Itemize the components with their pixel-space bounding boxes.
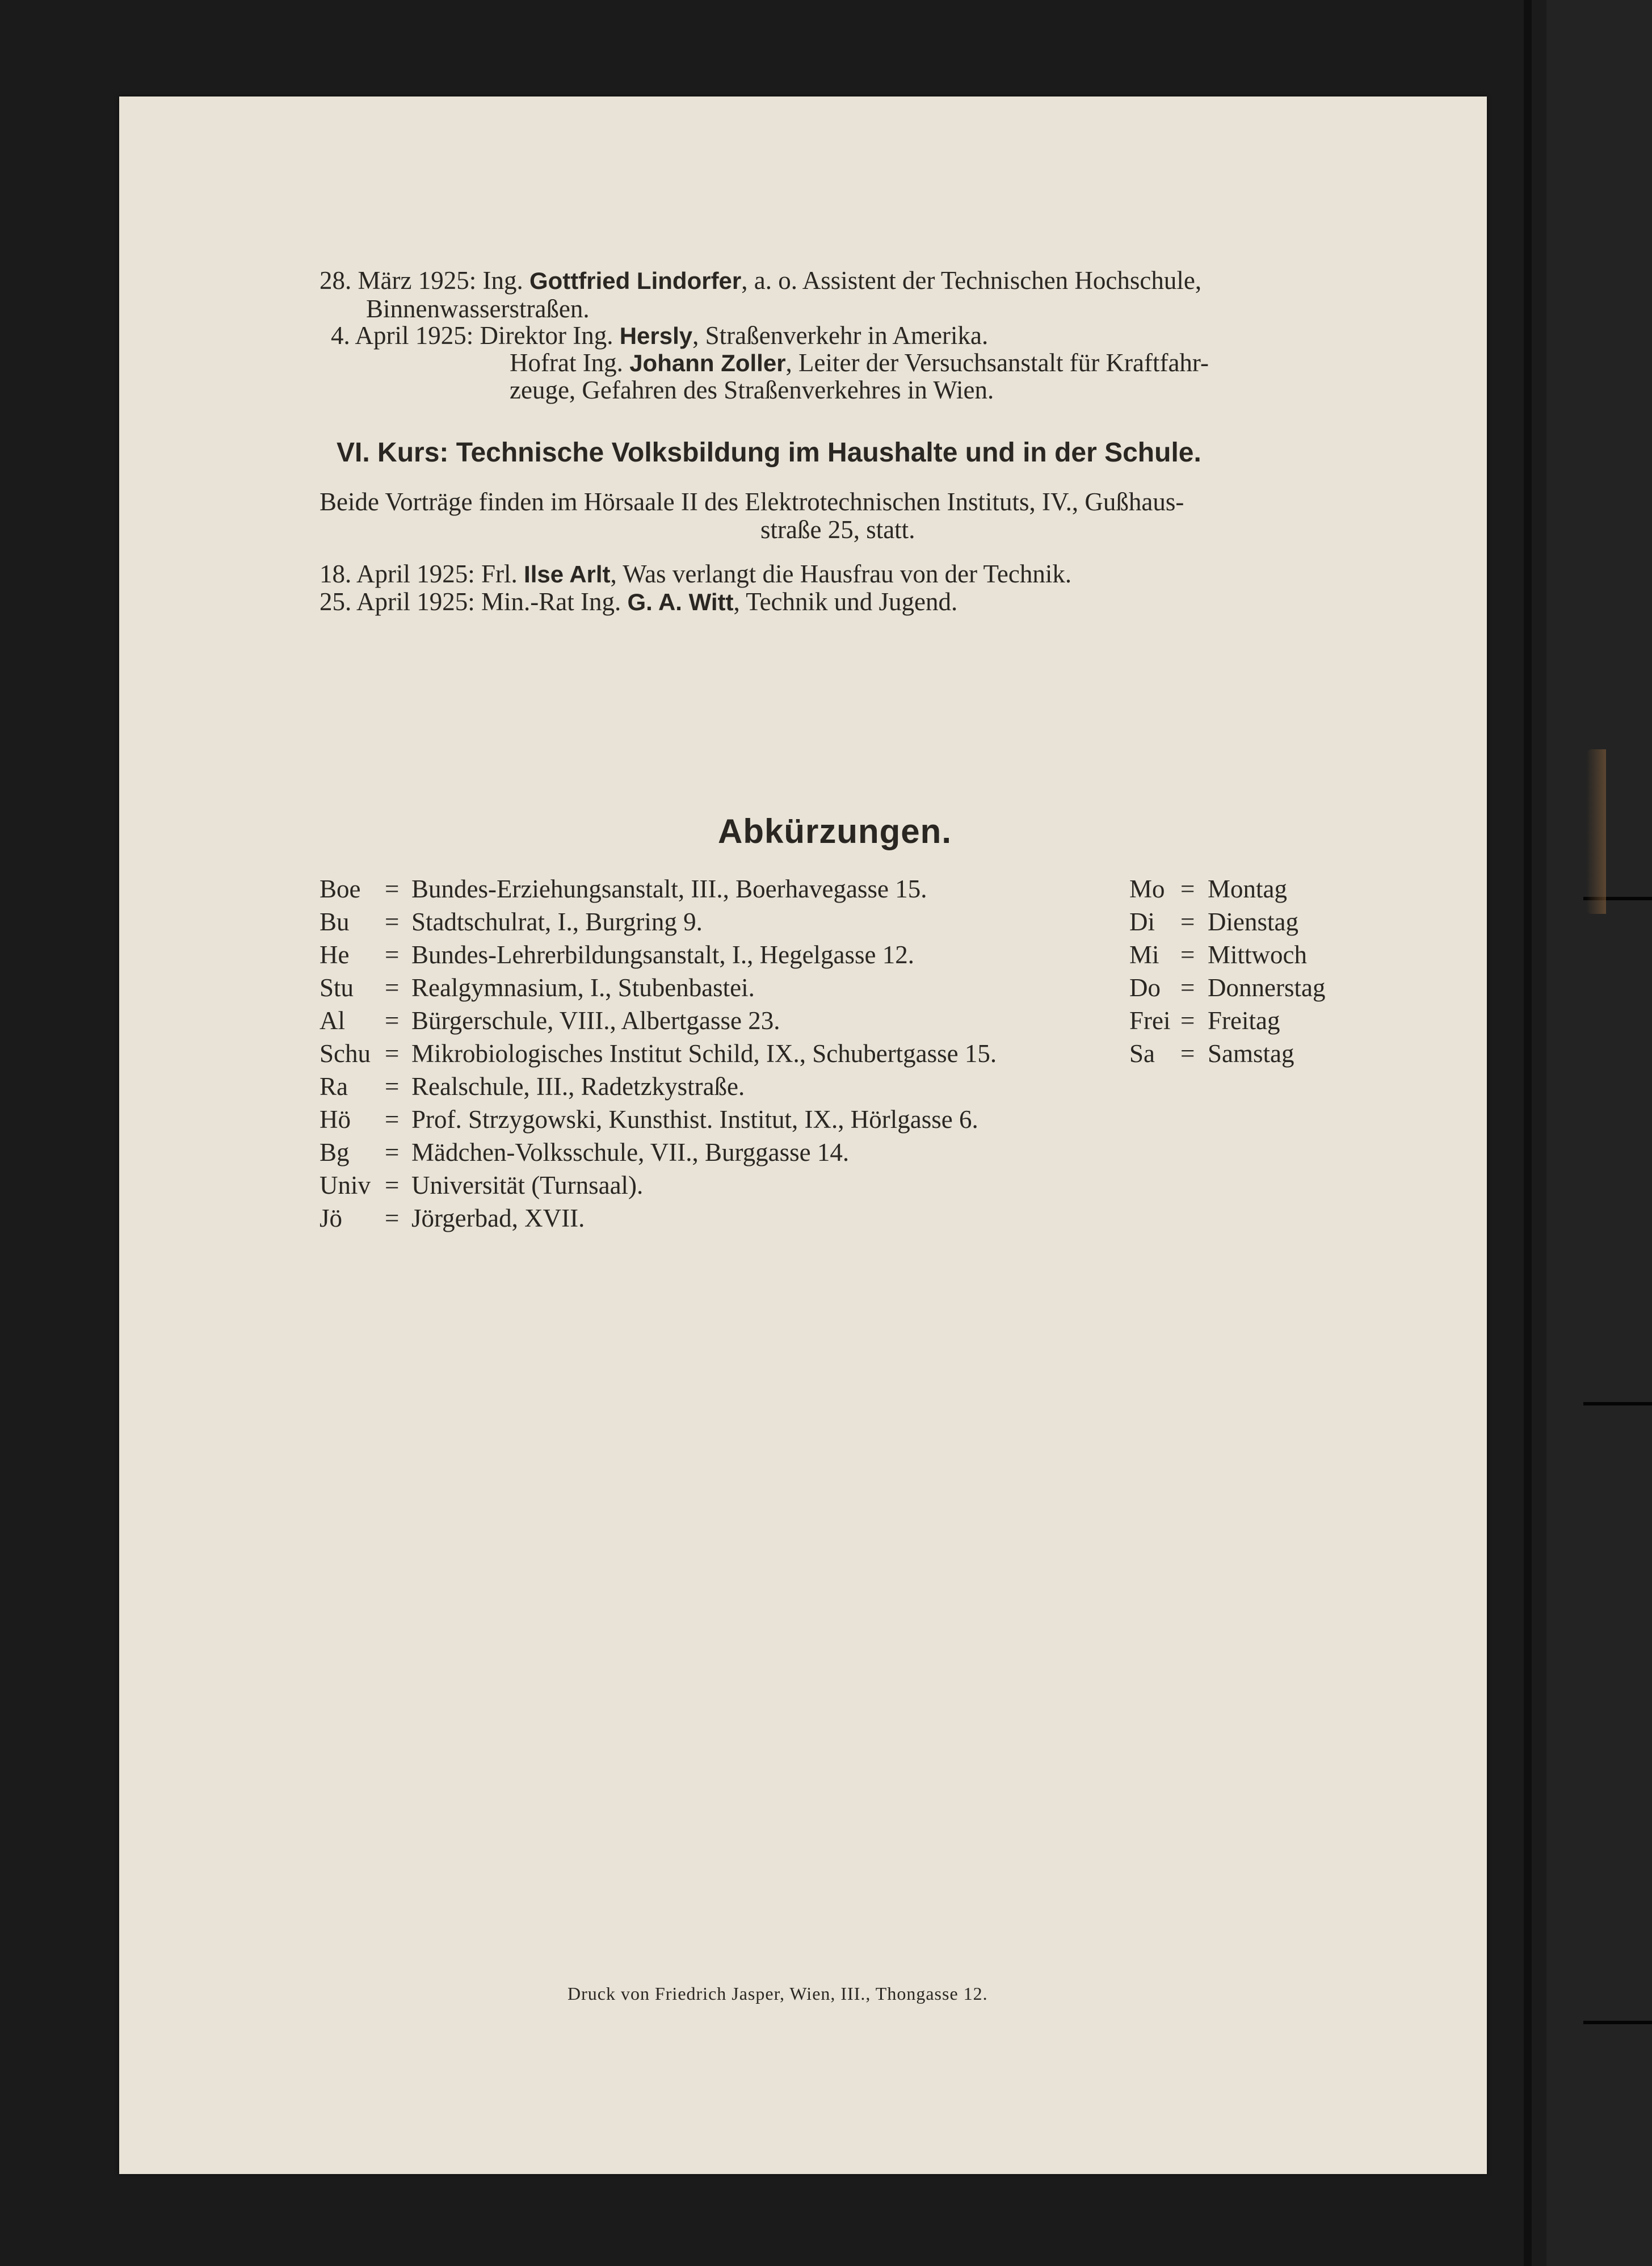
course-note: Beide Vorträge finden im Hörsaale II des Elektrotechnischen Instituts, IV., Gußhaus- xyxy=(320,488,1184,516)
course-note: straße 25, statt. xyxy=(760,515,915,544)
abbreviations-title: Abkürzungen. xyxy=(718,812,952,850)
abbr-meaning: Mädchen-Volksschule, VII., Burggasse 14. xyxy=(411,1138,850,1166)
event-prefix: Hofrat Ing. xyxy=(510,349,623,377)
abbr-meaning: Bundes-Erziehungsanstalt, III., Boerhavegasse 15. xyxy=(411,875,927,903)
abbr-meaning: Mikrobiologisches Institut Schild, IX., Schubertgasse 15. xyxy=(411,1039,997,1068)
abbr-code: Bu xyxy=(320,908,350,936)
abbr-code: Bg xyxy=(320,1138,350,1166)
abbr-code: Di xyxy=(1129,908,1155,936)
event-prefix: Ing. xyxy=(482,266,523,295)
event-topic: , Leiter der Versuchsanstalt für Kraftfahr- xyxy=(785,349,1209,377)
background-edge xyxy=(1524,0,1532,2266)
speaker-name: Hersly xyxy=(619,322,693,349)
equals-sign: = xyxy=(1180,1006,1195,1035)
abbr-code: Mo xyxy=(1129,875,1165,903)
speaker-name: Johann Zoller xyxy=(629,350,786,376)
document-page xyxy=(119,96,1487,2174)
abbr-code: Hö xyxy=(320,1105,351,1134)
event-line xyxy=(331,321,988,351)
event-line xyxy=(510,348,1209,378)
abbr-meaning: Universität (Turnsaal). xyxy=(411,1171,644,1199)
abbr-code: Sa xyxy=(1129,1039,1155,1068)
abbr-meaning: Mittwoch xyxy=(1208,941,1307,969)
abbr-code: Univ xyxy=(320,1171,371,1199)
event-date: 28. März 1925: xyxy=(320,266,477,295)
equals-sign: = xyxy=(385,1138,400,1166)
equals-sign: = xyxy=(385,941,400,969)
equals-sign: = xyxy=(1180,973,1195,1002)
equals-sign: = xyxy=(385,1006,400,1035)
equals-sign: = xyxy=(385,1105,400,1134)
event-line xyxy=(320,559,1071,589)
abbr-meaning: Montag xyxy=(1208,875,1287,903)
equals-sign: = xyxy=(1180,908,1195,936)
abbr-code: Stu xyxy=(320,973,354,1002)
event-prefix: Frl. xyxy=(481,560,518,588)
course-heading: VI. Kurs: Technische Volksbildung im Haushalte und in der Schule. xyxy=(337,438,1201,468)
abbr-meaning: Donnerstag xyxy=(1208,973,1326,1002)
equals-sign: = xyxy=(385,908,400,936)
abbr-meaning: Bürgerschule, VIII., Albertgasse 23. xyxy=(411,1006,780,1035)
abbr-code: Boe xyxy=(320,875,361,903)
abbr-code: Mi xyxy=(1129,941,1159,969)
speaker-name: Ilse Arlt xyxy=(524,561,611,588)
abbr-code: Ra xyxy=(320,1072,348,1101)
equals-sign: = xyxy=(385,973,400,1002)
event-topic: , Was verlangt die Hausfrau von der Technik. xyxy=(610,560,1072,588)
event-continuation: Binnenwasserstraßen. xyxy=(366,295,590,323)
equals-sign: = xyxy=(385,1171,400,1199)
abbr-meaning: Dienstag xyxy=(1208,908,1298,936)
abbr-code: Schu xyxy=(320,1039,371,1068)
printer-imprint: Druck von Friedrich Jasper, Wien, III., Thongasse 12. xyxy=(568,1983,988,2004)
event-date: 25. April 1925: xyxy=(320,588,475,616)
background-strip xyxy=(1546,0,1652,2266)
abbr-meaning: Realgymnasium, I., Stubenbastei. xyxy=(411,973,755,1002)
event-continuation: zeuge, Gefahren des Straßenverkehres in Wien. xyxy=(510,376,994,404)
equals-sign: = xyxy=(1180,1039,1195,1068)
event-topic: , Technik und Jugend. xyxy=(733,588,958,616)
speaker-name: Gottfried Lindorfer xyxy=(529,267,742,294)
abbr-meaning: Freitag xyxy=(1208,1006,1280,1035)
abbr-meaning: Realschule, III., Radetzkystraße. xyxy=(411,1072,745,1101)
paper-stain xyxy=(1586,749,1606,914)
abbr-meaning: Stadtschulrat, I., Burgring 9. xyxy=(411,908,703,936)
abbr-code: Jö xyxy=(320,1204,343,1232)
abbr-meaning: Prof. Strzygowski, Kunsthist. Institut, IX., Hörlgasse 6. xyxy=(411,1105,978,1134)
background-mark xyxy=(1583,2021,1652,2024)
abbr-code: He xyxy=(320,941,350,969)
speaker-name: G. A. Witt xyxy=(627,589,734,615)
event-date: 4. April 1925: xyxy=(331,321,474,350)
event-line xyxy=(320,266,1201,296)
abbr-meaning: Bundes-Lehrerbildungsanstalt, I., Hegelgasse 12. xyxy=(411,941,915,969)
abbr-meaning: Jörgerbad, XVII. xyxy=(411,1204,585,1232)
event-prefix: Min.-Rat Ing. xyxy=(481,588,621,616)
event-topic: , a. o. Assistent der Technischen Hochschule, xyxy=(741,266,1202,295)
abbr-code: Do xyxy=(1129,973,1161,1002)
abbr-meaning: Samstag xyxy=(1208,1039,1294,1068)
background-mark xyxy=(1583,1402,1652,1405)
event-line xyxy=(320,587,957,617)
equals-sign: = xyxy=(1180,875,1195,903)
equals-sign: = xyxy=(385,1072,400,1101)
equals-sign: = xyxy=(385,875,400,903)
equals-sign: = xyxy=(385,1039,400,1068)
event-topic: , Straßenverkehr in Amerika. xyxy=(692,321,989,350)
abbr-code: Frei xyxy=(1129,1006,1171,1035)
event-date: 18. April 1925: xyxy=(320,560,475,588)
equals-sign: = xyxy=(385,1204,400,1232)
event-prefix: Direktor Ing. xyxy=(480,321,613,350)
abbr-code: Al xyxy=(320,1006,345,1035)
equals-sign: = xyxy=(1180,941,1195,969)
